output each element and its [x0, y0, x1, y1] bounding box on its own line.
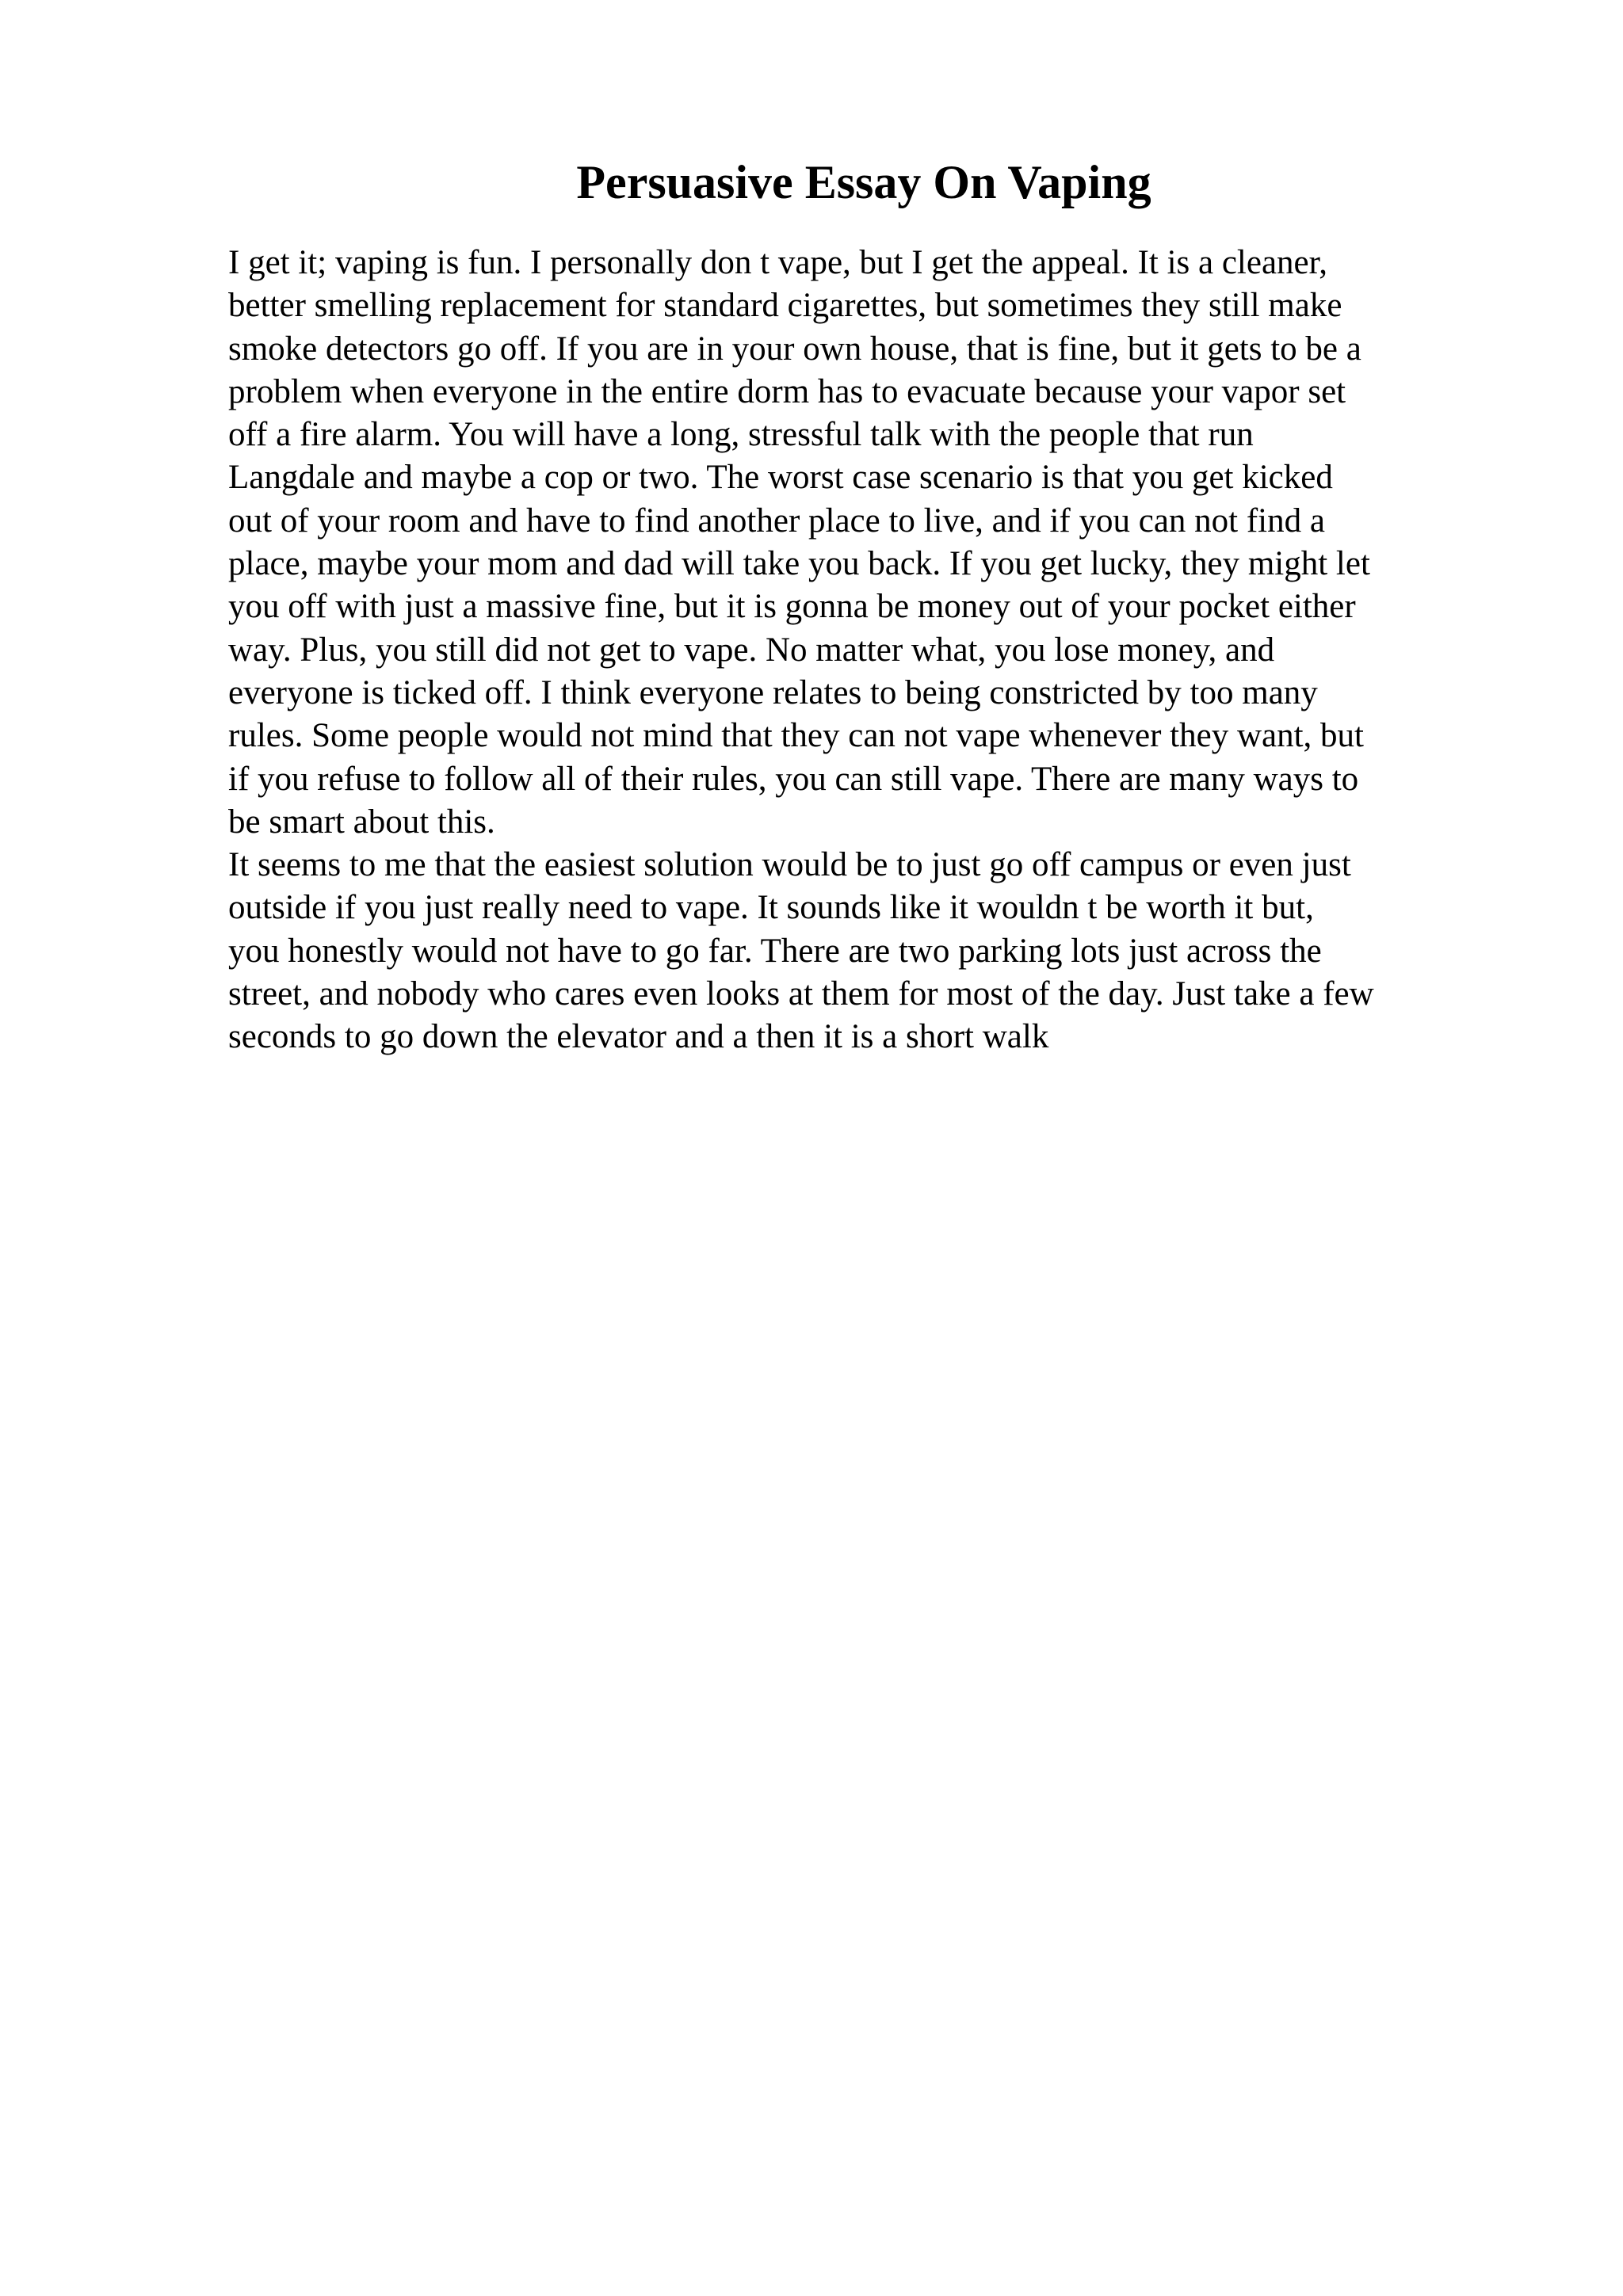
text-line: Langdale and maybe a cop or two. The worst case scenario is that you get kicked	[228, 459, 1333, 497]
text-line: out of your room and have to find another place to live, and if you can not find a	[228, 502, 1325, 540]
document-title: Persuasive Essay On Vaping	[576, 156, 1151, 208]
text-line: better smelling replacement for standard cigarettes, but sometimes they still make	[228, 287, 1342, 325]
text-line: you honestly would not have to go far. There are two parking lots just across the	[228, 932, 1322, 970]
essay-body	[228, 242, 1623, 1059]
text-line: you off with just a massive fine, but it is gonna be money out of your pocket either	[228, 588, 1356, 626]
text-line: seconds to go down the elevator and a then it is a short walk	[228, 1018, 1049, 1056]
text-line: be smart about this.	[228, 803, 495, 841]
text-line: place, maybe your mom and dad will take you back. If you get lucky, they might let	[228, 545, 1370, 583]
text-line: everyone is ticked off. I think everyone relates to being constricted by too many	[228, 673, 1318, 711]
text-line: I get it; vaping is fun. I personally don t vape, but I get the appeal. It is a cleaner,	[228, 244, 1327, 281]
text-line: outside if you just really need to vape. It sounds like it wouldn t be worth it but,	[228, 889, 1314, 927]
text-line: problem when everyone in the entire dorm has to evacuate because your vapor set	[228, 372, 1346, 410]
text-line: It seems to me that the easiest solution would be to just go off campus or even just	[228, 846, 1351, 884]
text-line: street, and nobody who cares even looks at them for most of the day. Just take a few	[228, 975, 1374, 1013]
text-line: off a fire alarm. You will have a long, stressful talk with the people that run	[228, 416, 1254, 454]
text-line: way. Plus, you still did not get to vape. No matter what, you lose money, and	[228, 631, 1275, 669]
text-line: if you refuse to follow all of their rules, you can still vape. There are many ways to	[228, 760, 1359, 798]
text-line: smoke detectors go off. If you are in your own house, that is fine, but it gets to be a	[228, 330, 1361, 368]
text-line: rules. Some people would not mind that they can not vape whenever they want, but	[228, 717, 1364, 755]
